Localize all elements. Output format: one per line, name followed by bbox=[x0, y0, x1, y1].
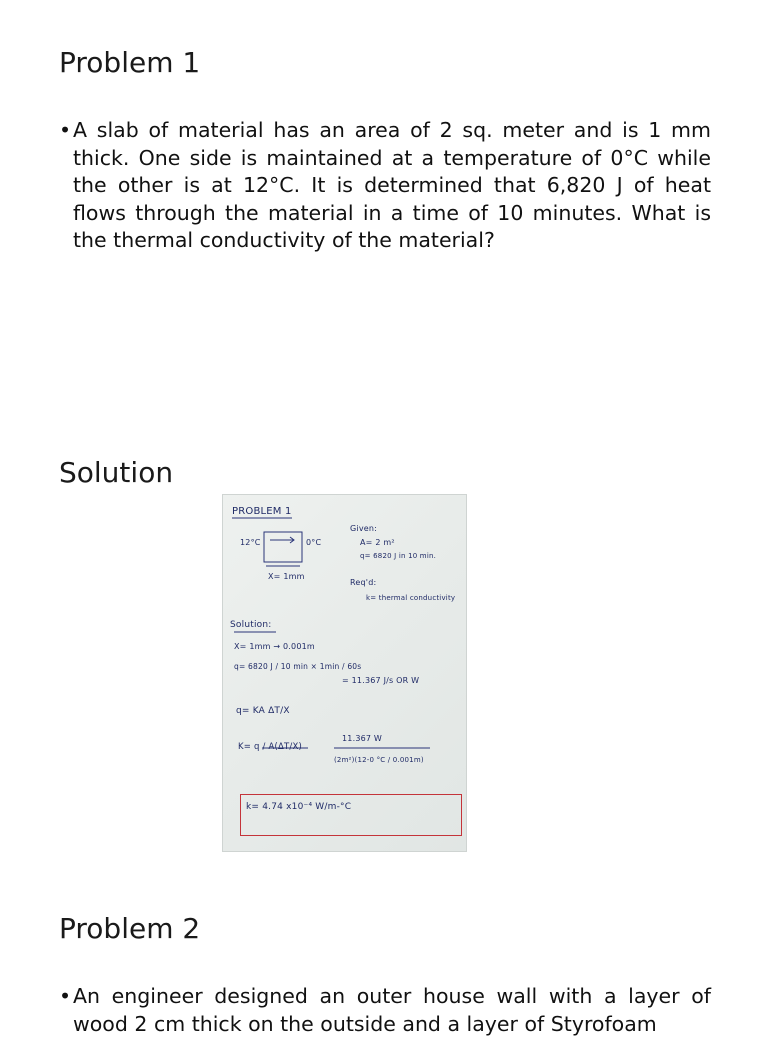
hw-k-expr: K= q / A(ΔT/X) bbox=[238, 742, 303, 752]
slab-sketch bbox=[264, 532, 302, 562]
hw-q-result: = 11.367 J/s OR W bbox=[342, 676, 420, 685]
bullet-dot: • bbox=[59, 118, 72, 142]
hw-reqd-label: Req'd: bbox=[350, 578, 377, 587]
problem-1-bullet bbox=[59, 117, 711, 255]
hw-title: PROBLEM 1 bbox=[232, 506, 292, 517]
problem-1-text: A slab of material has an area of 2 sq. meter and is 1 mm thick. One side is maintained at a temperature of 0°C while the other is at 12°C. It is determined that 6,820 J of heat flows through the material in a time of 10 minutes. What is the thermal conductivity of the material? bbox=[73, 118, 711, 253]
hw-k-subst-top: 11.367 W bbox=[342, 734, 383, 743]
hw-temp-right: 0°C bbox=[306, 538, 322, 547]
hw-temp-left: 12°C bbox=[240, 538, 261, 547]
hw-q-line: q= 6820 J / 10 min × 1min / 60s bbox=[234, 662, 362, 671]
hw-formula: q= KA ΔT/X bbox=[236, 706, 290, 716]
hw-k-subst-bottom: (2m²)(12-0 °C / 0.001m) bbox=[334, 756, 424, 764]
handwritten-solution-photo bbox=[222, 494, 467, 852]
hw-conv-x: X= 1mm → 0.001m bbox=[234, 642, 315, 651]
hw-solution-label: Solution: bbox=[230, 620, 272, 630]
hw-given-heat: q= 6820 J in 10 min. bbox=[360, 552, 437, 560]
hw-final-answer: k= 4.74 x10⁻⁴ W/m-°C bbox=[246, 802, 352, 812]
problem-2-bullet bbox=[59, 983, 711, 1038]
hw-given-area: A= 2 m² bbox=[360, 538, 395, 547]
hw-reqd-value: k= thermal conductivity bbox=[366, 594, 456, 602]
bullet-dot: • bbox=[59, 984, 72, 1008]
hw-given-label: Given: bbox=[350, 524, 378, 533]
final-answer-box bbox=[240, 794, 462, 836]
solution-heading: Solution bbox=[59, 456, 174, 489]
problem-2-text: An engineer designed an outer house wall with a layer of wood 2 cm thick on the outside and a layer of Styrofoam bbox=[73, 984, 711, 1036]
hw-thickness: X= 1mm bbox=[268, 572, 305, 581]
problem-2-heading: Problem 2 bbox=[59, 912, 201, 945]
problem-1-heading: Problem 1 bbox=[59, 46, 201, 79]
